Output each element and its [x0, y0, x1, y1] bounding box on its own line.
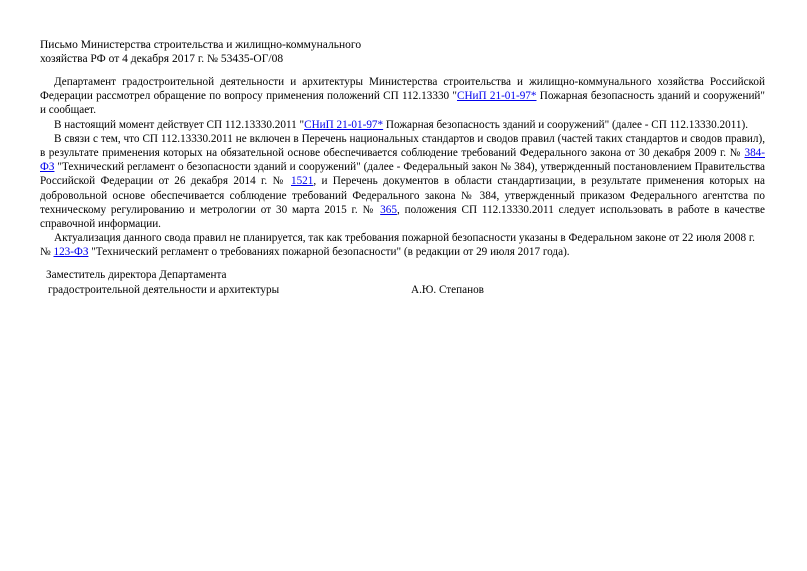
title-line-2: хозяйства РФ от 4 декабря 2017 г. № 53435-ОГ/08: [40, 53, 284, 65]
paragraph-1: [40, 75, 765, 118]
paragraph-4-text-a: Актуализация данного свода правил не планируется, так как требования пожарной безопасности указаны в Федеральном законе от 22 июля 2008 г. №: [40, 232, 755, 259]
paragraph-3: [40, 132, 765, 231]
signature-block: [46, 268, 766, 298]
paragraph-2: [40, 118, 765, 132]
link-384-fz[interactable]: 384-ФЗ: [40, 147, 765, 174]
link-snip-21-01-97[interactable]: СНиП 21-01-97*: [456, 90, 537, 103]
paragraph-3-text-c: , и Перечень документов в области стандартизации, в результате применения которых на добровольной основе обеспечивается соблюдение требований Федерального закона № 384, утвержденный приказом Федерального агентства по техническому регулированию и метрологии от 30 марта 2015 г. №: [40, 175, 766, 216]
link-123-fz[interactable]: 123-ФЗ: [53, 246, 89, 259]
paragraph-3-text-a: В связи с тем, что СП 112.13330.2011 не включен в Перечень национальных стандартов и сводов правил (частей таких стандартов и сводов правил), в результате применения которых на обязательной основе обеспечивается соблюдение требований Федерального закона от 30 декабря 2009 г. №: [40, 132, 765, 160]
paragraph-1-text-b: Пожарная безопасность зданий и сооружений" и сообщает.: [40, 90, 765, 117]
document-body: [40, 75, 765, 260]
signature-position-line-1: [46, 268, 766, 283]
paragraph-2-text-a: В настоящий момент действует СП 112.13330.2011 ": [54, 118, 305, 131]
link-1521[interactable]: 1521: [290, 175, 314, 188]
paragraph-3-text-d: , положения СП 112.13330.2011 следует использовать в работе в качестве справочной информации.: [40, 203, 765, 231]
paragraph-4: [40, 231, 765, 259]
paragraph-4-text-b: "Технический регламент о требованиях пожарной безопасности" (в редакции от 29 июля 2017 года).: [88, 246, 570, 259]
paragraph-1-text-a: Департамент градостроительной деятельности и архитектуры Министерства строительства и жилищно-коммунального хозяйства Российской Федерации рассмотрел обращение по вопросу применения положений СП 112.13330 ": [40, 76, 765, 103]
link-365[interactable]: 365: [380, 203, 397, 216]
title-line-1: Письмо Министерства строительства и жилищно-коммунального: [40, 39, 362, 51]
paragraph-3-text-b: "Технический регламент о безопасности зданий и сооружений" (далее - Федеральный закон № 384), утвержденный постановлением Правительства Российской Федерации от 26 декабря 2014 г. №: [40, 161, 765, 188]
signature-name: А.Ю. Степанов: [411, 284, 484, 296]
signature-position-text-1: Заместитель директора Департамента: [46, 269, 227, 281]
signature-position-line-2: [46, 283, 766, 298]
document-title: [40, 38, 460, 66]
link-snip-21-01-97-second[interactable]: СНиП 21-01-97*: [304, 118, 384, 131]
paragraph-2-text-b: Пожарная безопасность зданий и сооружений" (далее - СП 112.13330.2011).: [383, 118, 749, 131]
signature-position-text-2: градостроительной деятельности и архитектуры: [48, 284, 280, 296]
